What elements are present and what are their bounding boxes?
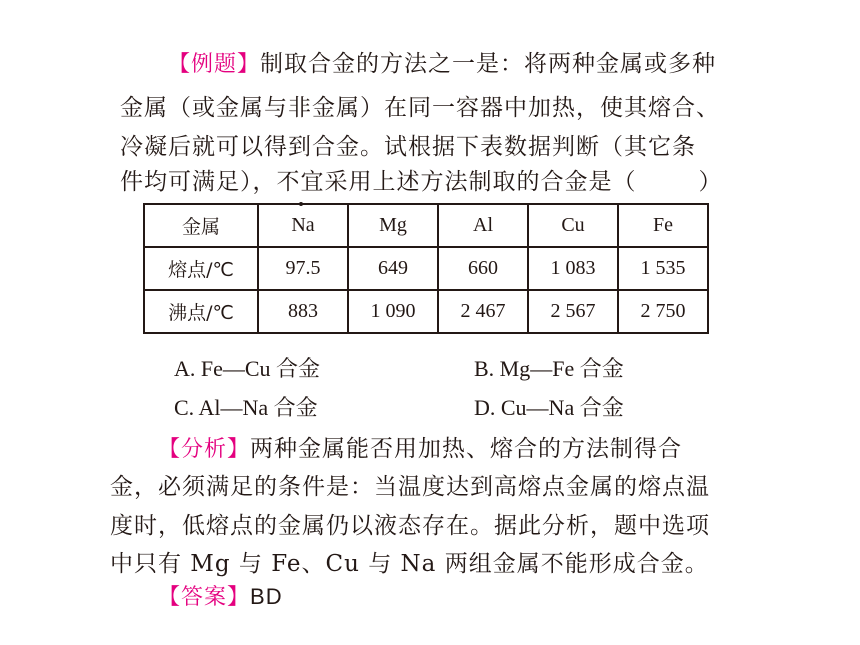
option-d: D. Cu—Na 合金	[474, 395, 624, 420]
example-line-4c: ）	[698, 169, 723, 195]
table-cell: 1 083	[528, 247, 618, 290]
table-cell: 883	[258, 290, 348, 333]
table-header-row	[144, 204, 708, 247]
example-line-4b: 采用上述方法制取的合金是（	[324, 169, 637, 195]
example-line-4a: 件均可满足），	[120, 169, 277, 195]
table-cell: 沸点/℃	[144, 290, 258, 333]
example-tag: 【例题】	[168, 52, 261, 77]
table-cell: 660	[438, 247, 528, 290]
answer-tag: 【答案】	[158, 585, 251, 610]
option-a: A. Fe—Cu 合金	[174, 356, 321, 381]
answer	[158, 580, 283, 611]
table-cell: Na	[258, 204, 348, 247]
example-line-3: 冷凝后就可以得到合金。试根据下表数据判断（其它条	[120, 134, 696, 160]
option-c: C. Al—Na 合金	[174, 395, 318, 420]
analysis-line-4: 中只有 Mg 与 Fe、Cu 与 Na 两组金属不能形成合金。	[110, 551, 709, 577]
analysis-tag: 【分析】	[158, 437, 251, 462]
table-cell: Mg	[348, 204, 438, 247]
table-row	[144, 290, 708, 333]
table-cell: 2 750	[618, 290, 708, 333]
table-cell: Fe	[618, 204, 708, 247]
table-cell: 2 467	[438, 290, 528, 333]
emphasis-text: 不宜	[277, 163, 325, 196]
option-b: B. Mg—Fe 合金	[474, 356, 624, 381]
table-cell: 熔点/℃	[144, 247, 258, 290]
table-cell: 97.5	[258, 247, 348, 290]
example-line-1: 制取合金的方法之一是：将两种金属或多种	[260, 51, 717, 77]
example-line-2: 金属（或金属与非金属）在同一容器中加热，使其熔合、	[120, 95, 720, 121]
data-table	[143, 203, 709, 334]
answer-value: BD	[250, 584, 283, 609]
table-cell: 1 090	[348, 290, 438, 333]
table-cell: 649	[348, 247, 438, 290]
analysis-line-1: 两种金属能否用加热、熔合的方法制得合	[250, 436, 683, 462]
table-cell: 2 567	[528, 290, 618, 333]
table-cell: Cu	[528, 204, 618, 247]
table-cell: 1 535	[618, 247, 708, 290]
table-cell: 金属	[144, 204, 258, 247]
table-cell: Al	[438, 204, 528, 247]
analysis-line-2: 金，必须满足的条件是：当温度达到高熔点金属的熔点温	[110, 474, 710, 500]
table-row	[144, 247, 708, 290]
analysis-line-3: 度时，低熔点的金属仍以液态存在。据此分析，题中选项	[110, 513, 710, 539]
